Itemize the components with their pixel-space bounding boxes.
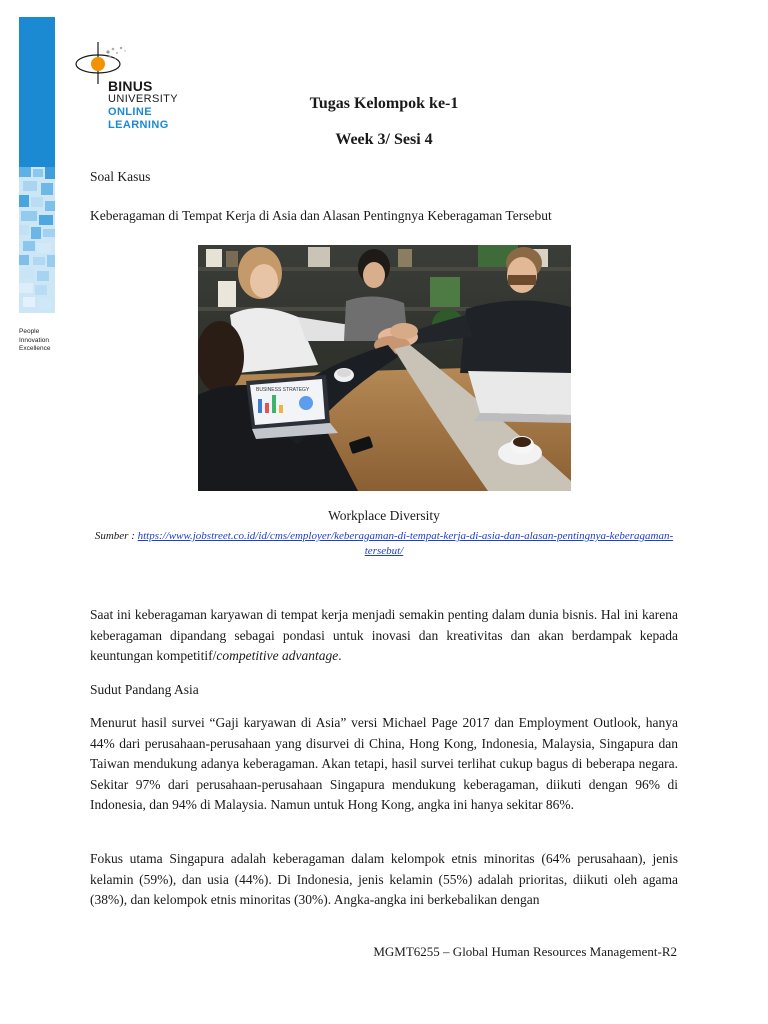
paragraph-intro-italic: competitive advantage (216, 648, 339, 663)
logo-text-online: ONLINE (108, 106, 152, 118)
binus-logo (74, 38, 194, 142)
paragraph-focus: Fokus utama Singapura adalah keberagaman dalam kelompok etnis minoritas (64% perusahaan), jenis kelamin (59%), dan usia (44%). Di Indonesia, jenis kelamin (55%) adalah prioritas, diikuti oleh agama (38%), dan kelompok etnis minoritas (30%). Angka-angka ini berkebalikan dengan (90, 851, 678, 907)
side-band-mosaic (19, 167, 55, 313)
paragraph-intro-text: Saat ini keberagaman karyawan di tempat kerja menjadi semakin penting dalam dunia bisnis. Hal ini karena keberagaman dipandang sebagai pondasi untuk inovasi dan kreativitas dan akan berdampak kepada keuntungan kompetitif/ (90, 607, 678, 663)
logo-text-learning: LEARNING (108, 119, 169, 131)
source-label: Sumber : (94, 530, 135, 542)
footer-course-code: MGMT6255 – Global Human Resources Management-R2 (373, 944, 677, 959)
page-subtitle: Week 3/ Sesi 4 (335, 131, 433, 148)
case-title: Keberagaman di Tempat Kerja di Asia dan Alasan Pentingnya Keberagaman Tersebut (90, 208, 552, 223)
logo-text-binus: BINUS (108, 78, 153, 94)
side-decoration-band (19, 17, 55, 313)
tagline-line: Innovation (19, 336, 49, 344)
laptop-screen-title: BUSINESS STRATEGY (256, 387, 310, 393)
tagline-line: Excellence (19, 345, 51, 352)
section-label: Soal Kasus (90, 169, 151, 184)
tagline-line: People (19, 328, 40, 335)
workplace-diversity-photo (198, 245, 571, 491)
paragraph-intro (90, 605, 678, 667)
source-link[interactable]: https://www.jobstreet.co.id/id/cms/employer/keberagaman-di-tempat-kerja-di-asia-dan-alasan-pentingnya-keberagaman-tersebut/ (137, 530, 674, 557)
paragraph-intro-end: . (338, 648, 342, 663)
page-title: Tugas Kelompok ke-1 (309, 95, 459, 112)
heading-asia-perspective: Sudut Pandang Asia (90, 682, 199, 697)
logo-text-university: UNIVERSITY (108, 93, 179, 105)
team-handstack-illustration (198, 245, 571, 491)
figure-source (90, 529, 678, 559)
figure-caption: Workplace Diversity (328, 508, 440, 523)
university-tagline (19, 328, 50, 354)
paragraph-survey: Menurut hasil survei “Gaji karyawan di Asia” versi Michael Page 2017 dan Employment Outlook, hanya 44% dari perusahaan-perusahaan yang disurvei di China, Hong Kong, Indonesia, Malaysia, Singapura dan Taiwan mendukung adanya keberagaman. Akan tetapi, hasil survei terlihat cukup bagus di beberapa negara. Sekitar 97% dari perusahaan-perusahaan Singapura mendukung keberagaman, diikuti dengan 96% di Indonesia, dan 94% di Malaysia. Namun untuk Hong Kong, angka ini hanya sekitar 86%. (90, 715, 678, 812)
